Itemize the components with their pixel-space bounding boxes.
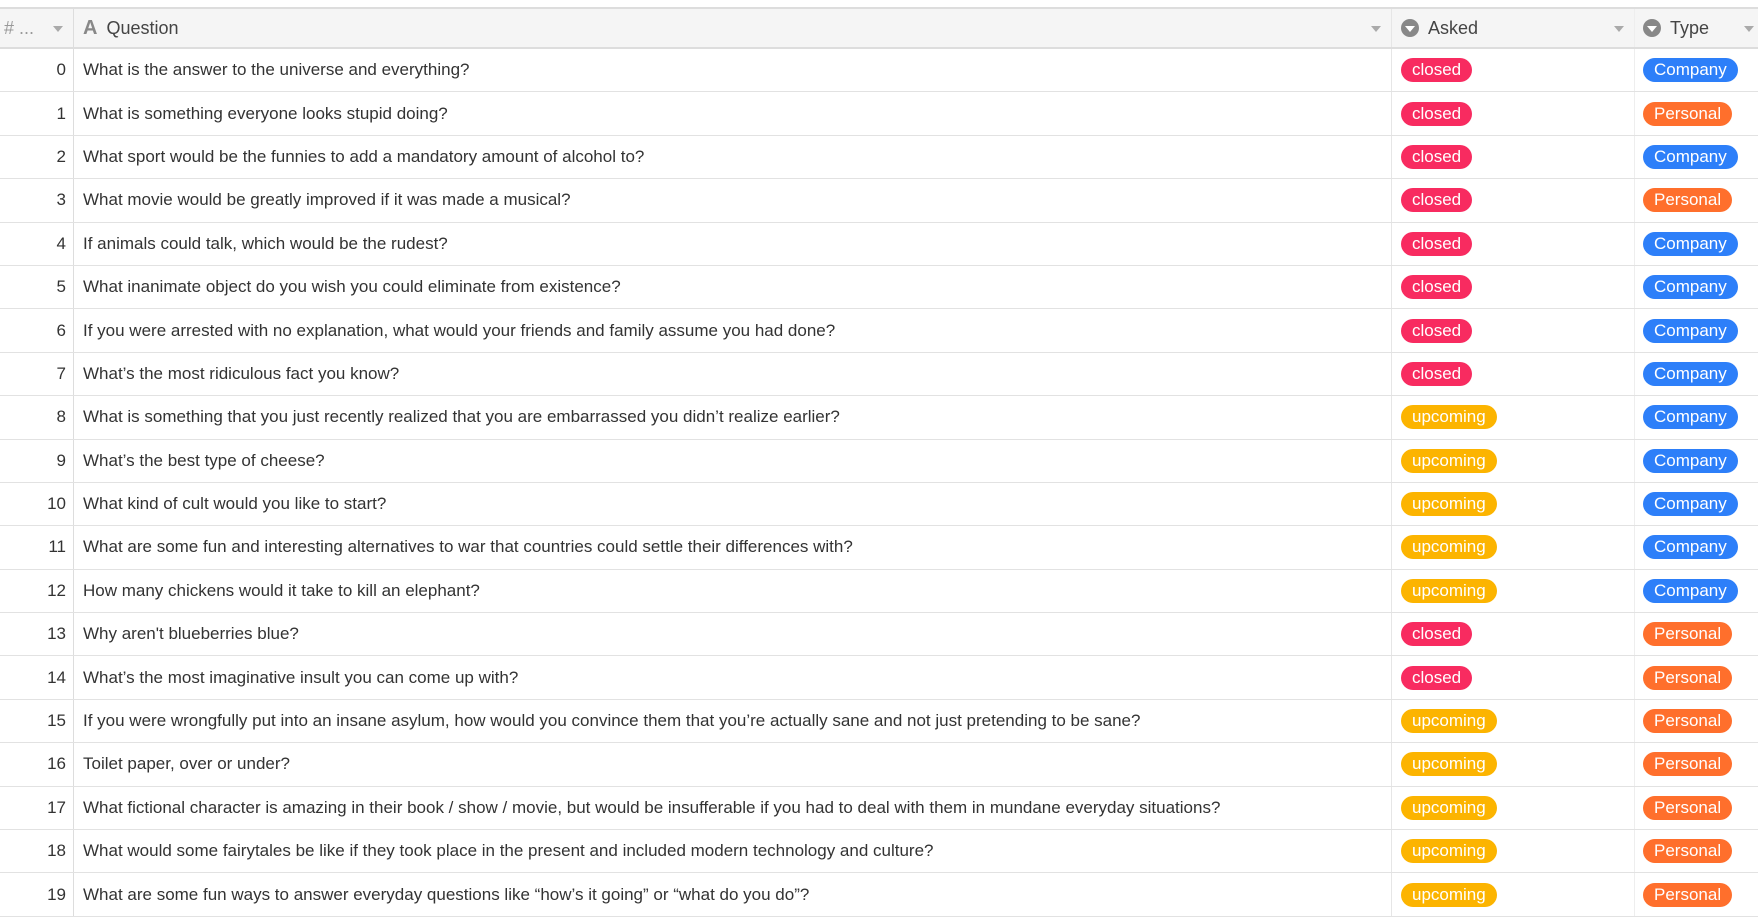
type-cell[interactable]: [1635, 266, 1758, 308]
row-number: 4: [0, 223, 74, 265]
asked-cell[interactable]: [1392, 136, 1635, 178]
table-row[interactable]: [0, 656, 1758, 699]
row-number: 5: [0, 266, 74, 308]
asked-status-badge: closed: [1401, 275, 1472, 299]
row-number: 6: [0, 309, 74, 351]
question-cell[interactable]: If you were arrested with no explanation, what would your friends and family assume you had done?: [74, 309, 1392, 351]
asked-cell[interactable]: [1392, 743, 1635, 785]
type-badge: Company: [1643, 145, 1738, 169]
table-row[interactable]: [0, 570, 1758, 613]
row-number: 9: [0, 440, 74, 482]
column-header-label: Question: [106, 17, 179, 38]
column-header-question[interactable]: [74, 9, 1392, 47]
row-number: 0: [0, 49, 74, 91]
question-cell[interactable]: What kind of cult would you like to start?: [74, 483, 1392, 525]
type-badge: Company: [1643, 449, 1738, 473]
row-number: 19: [0, 873, 74, 915]
asked-cell[interactable]: [1392, 266, 1635, 308]
table-row[interactable]: [0, 526, 1758, 569]
type-cell[interactable]: [1635, 92, 1758, 134]
type-cell[interactable]: [1635, 656, 1758, 698]
chevron-down-icon[interactable]: [1614, 26, 1624, 32]
asked-status-badge: upcoming: [1401, 449, 1497, 473]
chevron-down-icon[interactable]: [1371, 26, 1381, 32]
chevron-down-icon[interactable]: [53, 26, 63, 32]
question-cell[interactable]: What are some fun ways to answer everyday questions like “how’s it going” or “what do you do”?: [74, 873, 1392, 915]
question-cell[interactable]: If animals could talk, which would be the rudest?: [74, 223, 1392, 265]
column-header-number[interactable]: [0, 9, 74, 47]
type-cell[interactable]: [1635, 787, 1758, 829]
asked-status-badge: closed: [1401, 362, 1472, 386]
type-badge: Company: [1643, 275, 1738, 299]
type-cell[interactable]: [1635, 136, 1758, 178]
type-badge: Personal: [1643, 188, 1732, 212]
row-number: 15: [0, 700, 74, 742]
single-select-icon: [1401, 19, 1419, 37]
question-cell[interactable]: What’s the most ridiculous fact you know?: [74, 353, 1392, 395]
asked-status-badge: closed: [1401, 232, 1472, 256]
asked-status-badge: upcoming: [1401, 883, 1497, 907]
type-cell[interactable]: [1635, 223, 1758, 265]
column-header-type[interactable]: [1635, 9, 1758, 47]
table-row[interactable]: [0, 179, 1758, 222]
table-row[interactable]: [0, 830, 1758, 873]
type-badge: Company: [1643, 405, 1738, 429]
question-cell[interactable]: What’s the most imaginative insult you can come up with?: [74, 656, 1392, 698]
row-number: 18: [0, 830, 74, 872]
column-header-label: Asked: [1428, 17, 1479, 38]
asked-cell[interactable]: [1392, 656, 1635, 698]
question-cell[interactable]: What movie would be greatly improved if it was made a musical?: [74, 179, 1392, 221]
type-cell[interactable]: [1635, 49, 1758, 91]
chevron-down-icon[interactable]: [1744, 26, 1754, 32]
row-number: 13: [0, 613, 74, 655]
type-badge: Company: [1643, 579, 1738, 603]
table-row[interactable]: [0, 92, 1758, 135]
row-number: 16: [0, 743, 74, 785]
asked-status-badge: upcoming: [1401, 405, 1497, 429]
asked-cell[interactable]: [1392, 873, 1635, 915]
question-cell[interactable]: If you were wrongfully put into an insane asylum, how would you convince them that you’re actually sane and not just pretending to be sane?: [74, 700, 1392, 742]
row-number: 11: [0, 526, 74, 568]
type-badge: Personal: [1643, 102, 1732, 126]
row-number: 8: [0, 396, 74, 438]
asked-status-badge: upcoming: [1401, 492, 1497, 516]
asked-cell[interactable]: [1392, 396, 1635, 438]
question-cell[interactable]: What inanimate object do you wish you could eliminate from existence?: [74, 266, 1392, 308]
type-cell[interactable]: [1635, 700, 1758, 742]
column-header-asked[interactable]: [1392, 9, 1635, 47]
type-cell[interactable]: [1635, 179, 1758, 221]
table-row[interactable]: [0, 353, 1758, 396]
asked-cell[interactable]: [1392, 787, 1635, 829]
table-row[interactable]: [0, 223, 1758, 266]
type-cell[interactable]: [1635, 353, 1758, 395]
type-badge: Personal: [1643, 666, 1732, 690]
question-cell[interactable]: What would some fairytales be like if they took place in the present and included modern technology and culture?: [74, 830, 1392, 872]
type-cell[interactable]: [1635, 309, 1758, 351]
asked-cell[interactable]: [1392, 223, 1635, 265]
asked-status-badge: closed: [1401, 188, 1472, 212]
type-cell[interactable]: [1635, 613, 1758, 655]
asked-cell[interactable]: [1392, 483, 1635, 525]
asked-status-badge: upcoming: [1401, 752, 1497, 776]
asked-cell[interactable]: [1392, 830, 1635, 872]
asked-status-badge: closed: [1401, 666, 1472, 690]
row-number: 3: [0, 179, 74, 221]
question-cell[interactable]: What is something that you just recently realized that you are embarrassed you didn’t realize earlier?: [74, 396, 1392, 438]
type-cell[interactable]: [1635, 830, 1758, 872]
type-cell[interactable]: [1635, 396, 1758, 438]
asked-cell[interactable]: [1392, 570, 1635, 612]
asked-status-badge: upcoming: [1401, 839, 1497, 863]
question-cell[interactable]: How many chickens would it take to kill an elephant?: [74, 570, 1392, 612]
question-cell[interactable]: What is the answer to the universe and everything?: [74, 49, 1392, 91]
row-number: 7: [0, 353, 74, 395]
type-badge: Personal: [1643, 796, 1732, 820]
question-cell[interactable]: What’s the best type of cheese?: [74, 440, 1392, 482]
asked-status-badge: closed: [1401, 145, 1472, 169]
type-badge: Personal: [1643, 622, 1732, 646]
asked-cell[interactable]: [1392, 613, 1635, 655]
type-cell[interactable]: [1635, 526, 1758, 568]
question-cell[interactable]: What sport would be the funnies to add a mandatory amount of alcohol to?: [74, 136, 1392, 178]
table-row[interactable]: [0, 136, 1758, 179]
table-row[interactable]: [0, 787, 1758, 830]
asked-cell[interactable]: [1392, 526, 1635, 568]
type-cell[interactable]: [1635, 873, 1758, 915]
table-row[interactable]: [0, 613, 1758, 656]
question-cell[interactable]: What are some fun and interesting alternatives to war that countries could settle their differences with?: [74, 526, 1392, 568]
question-cell[interactable]: What is something everyone looks stupid doing?: [74, 92, 1392, 134]
asked-status-badge: closed: [1401, 102, 1472, 126]
type-cell[interactable]: [1635, 570, 1758, 612]
single-select-icon: [1643, 19, 1661, 37]
data-grid: [0, 7, 1758, 917]
question-cell[interactable]: What fictional character is amazing in their book / show / movie, but would be insufferable if you had to deal with them in mundane everyday situations?: [74, 787, 1392, 829]
question-cell[interactable]: Toilet paper, over or under?: [74, 743, 1392, 785]
asked-status-badge: closed: [1401, 622, 1472, 646]
asked-status-badge: upcoming: [1401, 709, 1497, 733]
asked-cell[interactable]: [1392, 353, 1635, 395]
table-row[interactable]: [0, 440, 1758, 483]
type-badge: Company: [1643, 362, 1738, 386]
grid-body: [0, 49, 1758, 917]
row-number: 12: [0, 570, 74, 612]
asked-cell[interactable]: [1392, 309, 1635, 351]
type-badge: Company: [1643, 492, 1738, 516]
table-row[interactable]: [0, 700, 1758, 743]
column-header-label: Type: [1670, 17, 1710, 38]
asked-status-badge: closed: [1401, 58, 1472, 82]
asked-cell[interactable]: [1392, 92, 1635, 134]
row-number: 17: [0, 787, 74, 829]
table-row[interactable]: [0, 266, 1758, 309]
type-badge: Personal: [1643, 883, 1732, 907]
header-row: [0, 7, 1758, 49]
asked-status-badge: upcoming: [1401, 796, 1497, 820]
row-number: 10: [0, 483, 74, 525]
asked-status-badge: upcoming: [1401, 579, 1497, 603]
asked-cell[interactable]: [1392, 700, 1635, 742]
type-cell[interactable]: [1635, 743, 1758, 785]
type-badge: Personal: [1643, 709, 1732, 733]
type-cell[interactable]: [1635, 440, 1758, 482]
table-row[interactable]: [0, 309, 1758, 352]
type-badge: Personal: [1643, 839, 1732, 863]
asked-cell[interactable]: [1392, 179, 1635, 221]
type-badge: Company: [1643, 58, 1738, 82]
type-cell[interactable]: [1635, 483, 1758, 525]
column-header-label: # ...: [4, 17, 35, 38]
row-number: 1: [0, 92, 74, 134]
type-badge: Company: [1643, 232, 1738, 256]
asked-status-badge: closed: [1401, 319, 1472, 343]
table-row[interactable]: [0, 743, 1758, 786]
table-row[interactable]: [0, 49, 1758, 92]
type-badge: Company: [1643, 319, 1738, 343]
asked-status-badge: upcoming: [1401, 535, 1497, 559]
question-cell[interactable]: Why aren't blueberries blue?: [74, 613, 1392, 655]
table-row[interactable]: [0, 396, 1758, 439]
text-field-icon: A: [83, 16, 98, 39]
row-number: 2: [0, 136, 74, 178]
table-row[interactable]: [0, 873, 1758, 916]
type-badge: Personal: [1643, 752, 1732, 776]
asked-cell[interactable]: [1392, 440, 1635, 482]
row-number: 14: [0, 656, 74, 698]
asked-cell[interactable]: [1392, 49, 1635, 91]
table-row[interactable]: [0, 483, 1758, 526]
type-badge: Company: [1643, 535, 1738, 559]
